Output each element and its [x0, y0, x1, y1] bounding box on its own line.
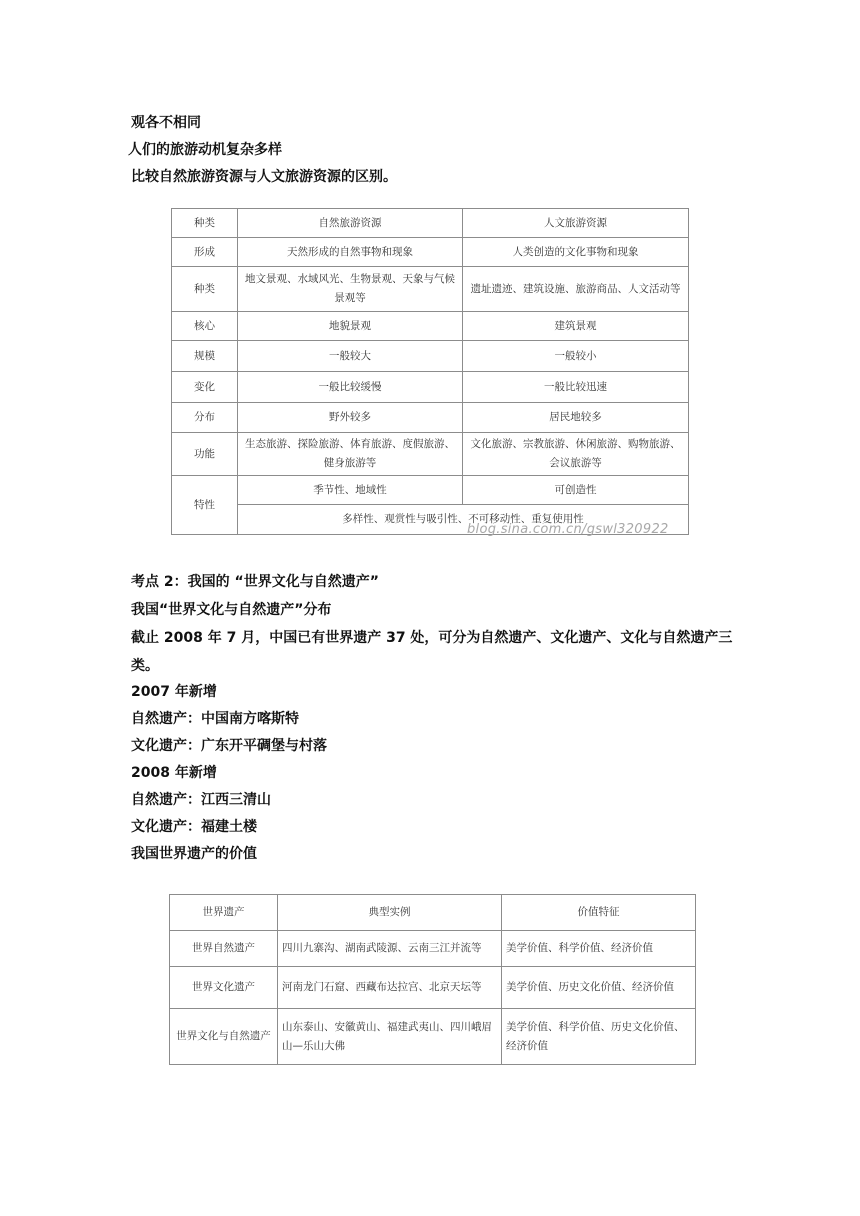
table-cell: 美学价值、历史文化价值、经济价值 [502, 967, 696, 1009]
section-subheading: 我国“世界文化与自然遗产”分布 [131, 602, 332, 618]
table-cell: 世界自然遗产 [170, 931, 278, 967]
table-cell: 形成 [172, 238, 238, 267]
heritage-value-table [169, 894, 696, 1065]
header-cell: 人文旅游资源 [463, 209, 689, 238]
table-row [170, 895, 696, 931]
resource-comparison-table [171, 208, 689, 535]
table-cell: 美学价值、科学价值、历史文化价值、经济价值 [502, 1009, 696, 1065]
table-cell: 种类 [172, 267, 238, 312]
table-cell: 野外较多 [238, 403, 463, 433]
section-heading: 考点 2：我国的 “世界文化与自然遗产” [131, 574, 379, 590]
table-cell: 一般较小 [463, 341, 689, 372]
table-cell: 世界文化遗产 [170, 967, 278, 1009]
table-cell: 河南龙门石窟、西藏布达拉宫、北京天坛等 [278, 967, 502, 1009]
table-cell: 一般较大 [238, 341, 463, 372]
intro-line-1: 观各不相同 [131, 115, 201, 131]
table-cell: 文化旅游、宗教旅游、休闲旅游、购物旅游、会议旅游等 [463, 433, 689, 476]
table-row [172, 238, 689, 267]
table-row [170, 967, 696, 1009]
table-cell: 天然形成的自然事物和现象 [238, 238, 463, 267]
table-row [172, 403, 689, 433]
year-2007-heading: 2007 年新增 [131, 684, 217, 700]
table-cell: 规模 [172, 341, 238, 372]
header-cell: 价值特征 [502, 895, 696, 931]
table-cell: 分布 [172, 403, 238, 433]
table-row [172, 476, 689, 505]
header-cell: 世界遗产 [170, 895, 278, 931]
table-cell: 地文景观、水域风光、生物景观、天象与气候景观等 [238, 267, 463, 312]
table-row [172, 372, 689, 403]
table-row [170, 931, 696, 967]
table-cell: 居民地较多 [463, 403, 689, 433]
table-cell: 一般比较迅速 [463, 372, 689, 403]
trait-label-cell: 特性 [172, 476, 238, 535]
summary-paragraph: 截止 2008 年 7 月，中国已有世界遗产 37 处，可分为自然遗产、文化遗产、文化与自然遗产三类。 [131, 630, 733, 674]
table-row [172, 341, 689, 372]
year-2008-cultural: 文化遗产：福建土楼 [131, 819, 257, 835]
table-row [170, 1009, 696, 1065]
value-heading: 我国世界遗产的价值 [131, 846, 257, 862]
table-cell: 地貌景观 [238, 312, 463, 341]
header-cell: 自然旅游资源 [238, 209, 463, 238]
year-2008-heading: 2008 年新增 [131, 765, 217, 781]
table-cell: 人类创造的文化事物和现象 [463, 238, 689, 267]
table-cell: 季节性、地域性 [238, 476, 463, 505]
header-cell: 种类 [172, 209, 238, 238]
table-row [172, 209, 689, 238]
table-cell: 世界文化与自然遗产 [170, 1009, 278, 1065]
table-cell: 四川九寨沟、湖南武陵源、云南三江并流等 [278, 931, 502, 967]
table-cell: 建筑景观 [463, 312, 689, 341]
table-cell: 功能 [172, 433, 238, 476]
table-row [172, 267, 689, 312]
year-2008-natural: 自然遗产：江西三清山 [131, 792, 271, 808]
table-cell: 变化 [172, 372, 238, 403]
table-cell: 遗址遗迹、建筑设施、旅游商品、人文活动等 [463, 267, 689, 312]
year-2007-natural: 自然遗产：中国南方喀斯特 [131, 711, 299, 727]
table-row [172, 433, 689, 476]
table-cell: 可创造性 [463, 476, 689, 505]
table-cell: 美学价值、科学价值、经济价值 [502, 931, 696, 967]
header-cell: 典型实例 [278, 895, 502, 931]
intro-line-2: 人们的旅游动机复杂多样 [128, 142, 282, 158]
table-cell: 多样性、观赏性与吸引性、不可移动性、重复使用性 [238, 505, 689, 535]
table-row [172, 312, 689, 341]
table-cell: 核心 [172, 312, 238, 341]
table-cell: 生态旅游、探险旅游、体育旅游、度假旅游、健身旅游等 [238, 433, 463, 476]
blog-watermark: blog.sina.com.cn/gswl320922 [467, 522, 669, 537]
table-cell: 一般比较缓慢 [238, 372, 463, 403]
year-2007-cultural: 文化遗产：广东开平碉堡与村落 [131, 738, 327, 754]
intro-line-3: 比较自然旅游资源与人文旅游资源的区别。 [131, 169, 397, 185]
table-cell: 山东泰山、安徽黄山、福建武夷山、四川峨眉山—乐山大佛 [278, 1009, 502, 1065]
